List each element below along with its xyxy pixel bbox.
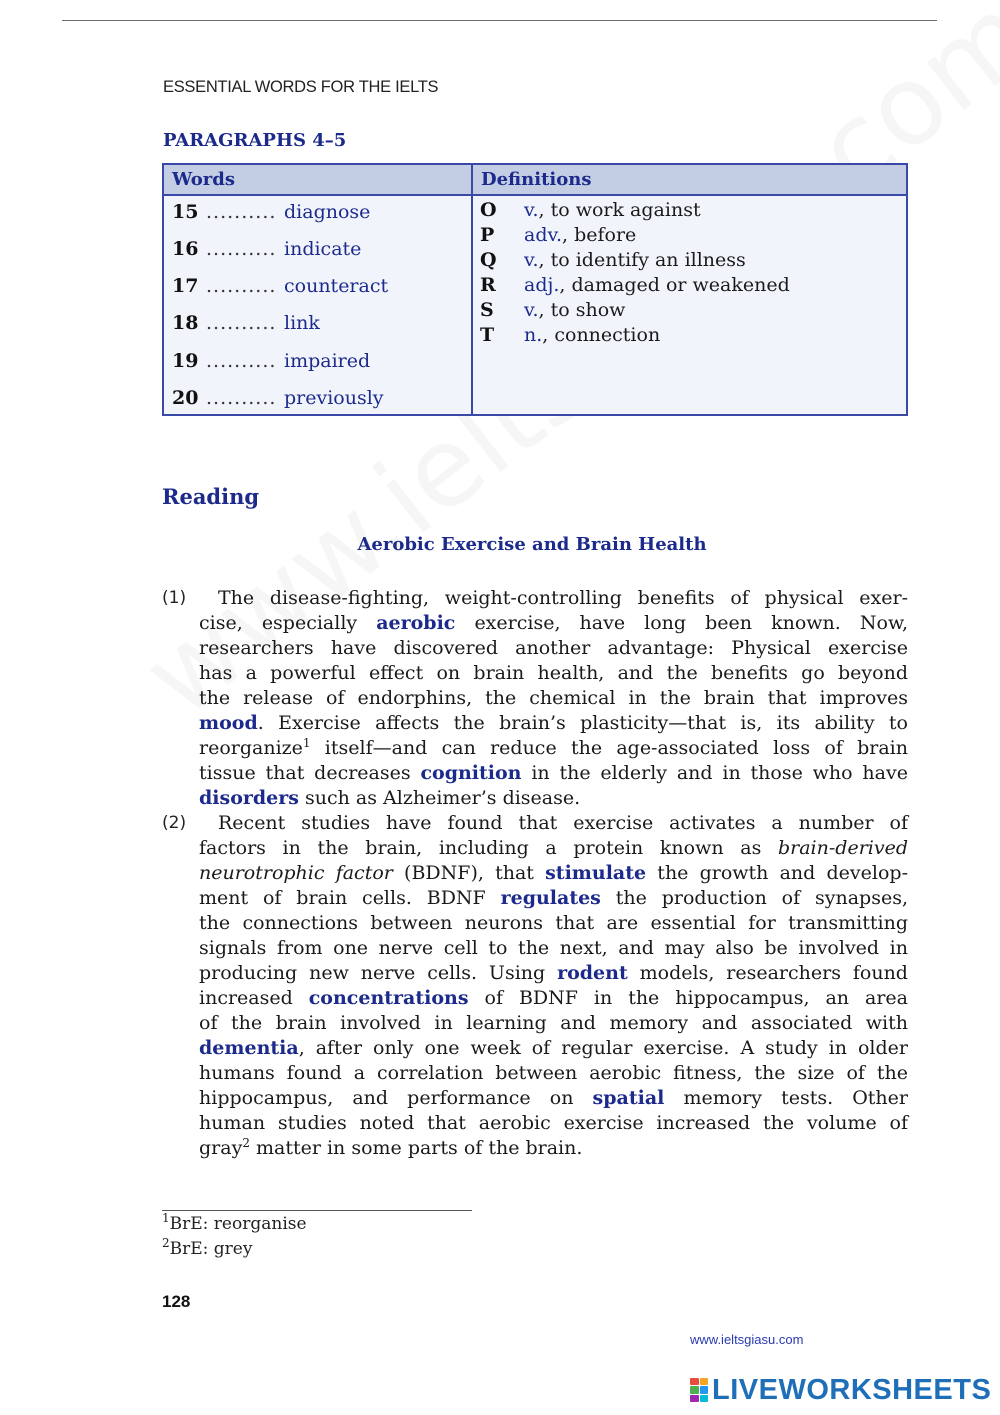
text-line: humans found a correlation between aerobic fitness, the size of the — [199, 1062, 908, 1084]
definition-row — [480, 298, 625, 323]
definition-text: , to show — [538, 299, 626, 321]
definition-letter: O — [480, 199, 497, 221]
vocab-word: counteract — [284, 275, 389, 297]
definition-row — [480, 323, 660, 348]
vocab-highlight: aerobic — [376, 612, 456, 634]
part-of-speech: n. — [524, 324, 543, 346]
text-line: Recent studies have found that exercise activates a number of — [218, 812, 908, 834]
text-line: the release of endorphins, the chemical in the brain that improves — [199, 687, 908, 709]
definition-text: , damaged or weakened — [559, 274, 790, 296]
definition-row — [480, 273, 790, 298]
word-number: 18 — [172, 312, 199, 334]
word-number: 20 — [172, 387, 199, 409]
footnote-1: $^1$BrE: reorganise — [162, 1211, 307, 1234]
text-line: neurotrophic factor (BDNF), that stimulate the growth and develop- — [199, 862, 908, 884]
logo-grid-icon — [690, 1378, 708, 1402]
text-line: hippocampus, and performance on spatial memory tests. Other — [199, 1087, 908, 1109]
part-of-speech: v. — [524, 299, 539, 321]
vocab-highlight: concentrations — [308, 987, 469, 1009]
vocab-table — [162, 163, 908, 416]
words-column-header: Words — [164, 165, 471, 196]
article-title: Aerobic Exercise and Brain Health — [357, 534, 707, 555]
text-line: producing new nerve cells. Using rodent models, researchers found — [199, 962, 908, 984]
answer-blank[interactable]: .......... — [206, 238, 277, 260]
word-row — [172, 271, 388, 301]
part-of-speech: v. — [524, 249, 539, 271]
word-row — [172, 197, 370, 227]
definition-row — [480, 248, 746, 273]
word-number: 17 — [172, 275, 199, 297]
part-of-speech: v. — [524, 199, 539, 221]
vocab-word: diagnose — [284, 201, 371, 223]
definition-text: , connection — [542, 324, 661, 346]
text-line: signals from one nerve cell to the next, and may also be involved in — [199, 937, 908, 959]
vocab-word: indicate — [284, 238, 362, 260]
definition-letter: S — [480, 299, 494, 321]
vocab-highlight: disorders — [199, 787, 299, 809]
text-line: cise, especially aerobic exercise, have long been known. Now, — [199, 612, 908, 634]
running-title: ESSENTIAL WORDS FOR THE IELTS — [163, 78, 439, 96]
answer-blank[interactable]: .......... — [206, 350, 277, 372]
text-line: The disease-fighting, weight-controlling benefits of physical exer- — [218, 587, 908, 609]
footnote-rule — [162, 1210, 472, 1211]
text-line: of the brain involved in learning and memory and associated with — [199, 1012, 908, 1034]
vocab-highlight: spatial — [592, 1087, 665, 1109]
footnote-2: $^2$BrE: grey — [162, 1236, 253, 1259]
top-rule — [62, 20, 937, 21]
text-line: factors in the brain, including a protein known as brain-derived — [199, 837, 908, 859]
word-row — [172, 383, 384, 413]
text-line: tissue that decreases cognition in the elderly and in those who have — [199, 762, 908, 784]
text-line: gray$^2$ matter in some parts of the brain. — [199, 1136, 583, 1159]
answer-blank[interactable]: .......... — [206, 201, 277, 223]
text-line: mood. Exercise affects the brain’s plasticity—that is, its ability to — [199, 712, 908, 734]
definition-row — [480, 198, 701, 223]
word-row — [172, 346, 370, 376]
vocab-highlight: cognition — [420, 762, 522, 784]
section-title: PARAGRAPHS 4–5 — [163, 130, 347, 151]
answer-blank[interactable]: .......... — [206, 387, 277, 409]
vocab-highlight: mood — [199, 712, 258, 734]
text-line: human studies noted that aerobic exercise increased the volume of — [199, 1112, 908, 1134]
text-line: ment of brain cells. BDNF regulates the production of synapses, — [199, 887, 908, 909]
liveworksheets-logo[interactable] — [690, 1374, 991, 1406]
text-line: reorganize$^1$ itself—and can reduce the age-associated loss of brain — [199, 736, 908, 759]
word-row — [172, 234, 361, 264]
vocab-word: link — [284, 312, 320, 334]
definition-text: , to work against — [538, 199, 701, 221]
paragraph-number: (1) — [162, 588, 187, 608]
word-number: 15 — [172, 201, 199, 223]
page-number: 128 — [162, 1292, 191, 1311]
text-line: increased concentrations of BDNF in the hippocampus, an area — [199, 987, 908, 1009]
definition-row — [480, 223, 636, 248]
paragraph-1 — [199, 586, 908, 811]
paragraph-number: (2) — [162, 813, 187, 833]
definition-letter: P — [480, 224, 495, 246]
text-line: researchers have discovered another advantage: Physical exercise — [199, 637, 908, 659]
text-line: disorders such as Alzheimer’s disease. — [199, 787, 581, 809]
definitions-column-header: Definitions — [473, 165, 906, 196]
vocab-word: previously — [284, 387, 384, 409]
vocab-highlight: regulates — [500, 887, 601, 909]
logo-text: LIVEWORKSHEETS — [712, 1373, 992, 1406]
part-of-speech: adj. — [524, 274, 560, 296]
definition-letter: Q — [480, 249, 497, 271]
vocab-highlight: stimulate — [545, 862, 647, 884]
answer-blank[interactable]: .......... — [206, 275, 277, 297]
definition-text: , before — [562, 224, 637, 246]
column-divider — [471, 165, 473, 414]
text-line: has a powerful effect on brain health, and the benefits go beyond — [199, 662, 908, 684]
vocab-highlight: rodent — [557, 962, 628, 984]
vocab-word: impaired — [284, 350, 371, 372]
vocab-highlight: dementia — [199, 1037, 299, 1059]
text-line: dementia, after only one week of regular exercise. A study in older — [199, 1037, 908, 1059]
reading-heading: Reading — [162, 484, 260, 509]
word-number: 19 — [172, 350, 199, 372]
word-number: 16 — [172, 238, 199, 260]
footnote-ref: 2 — [242, 1136, 250, 1150]
definition-letter: R — [480, 274, 496, 296]
part-of-speech: adv. — [524, 224, 563, 246]
definition-text: , to identify an illness — [538, 249, 746, 271]
word-row — [172, 308, 320, 338]
text-line: the connections between neurons that are essential for transmitting — [199, 912, 908, 934]
footnote-ref: 1 — [302, 736, 311, 750]
paragraph-2 — [199, 811, 908, 1161]
definition-letter: T — [480, 324, 495, 346]
answer-blank[interactable]: .......... — [206, 312, 277, 334]
site-url-link[interactable]: www.ieltsgiasu.com — [690, 1332, 804, 1347]
